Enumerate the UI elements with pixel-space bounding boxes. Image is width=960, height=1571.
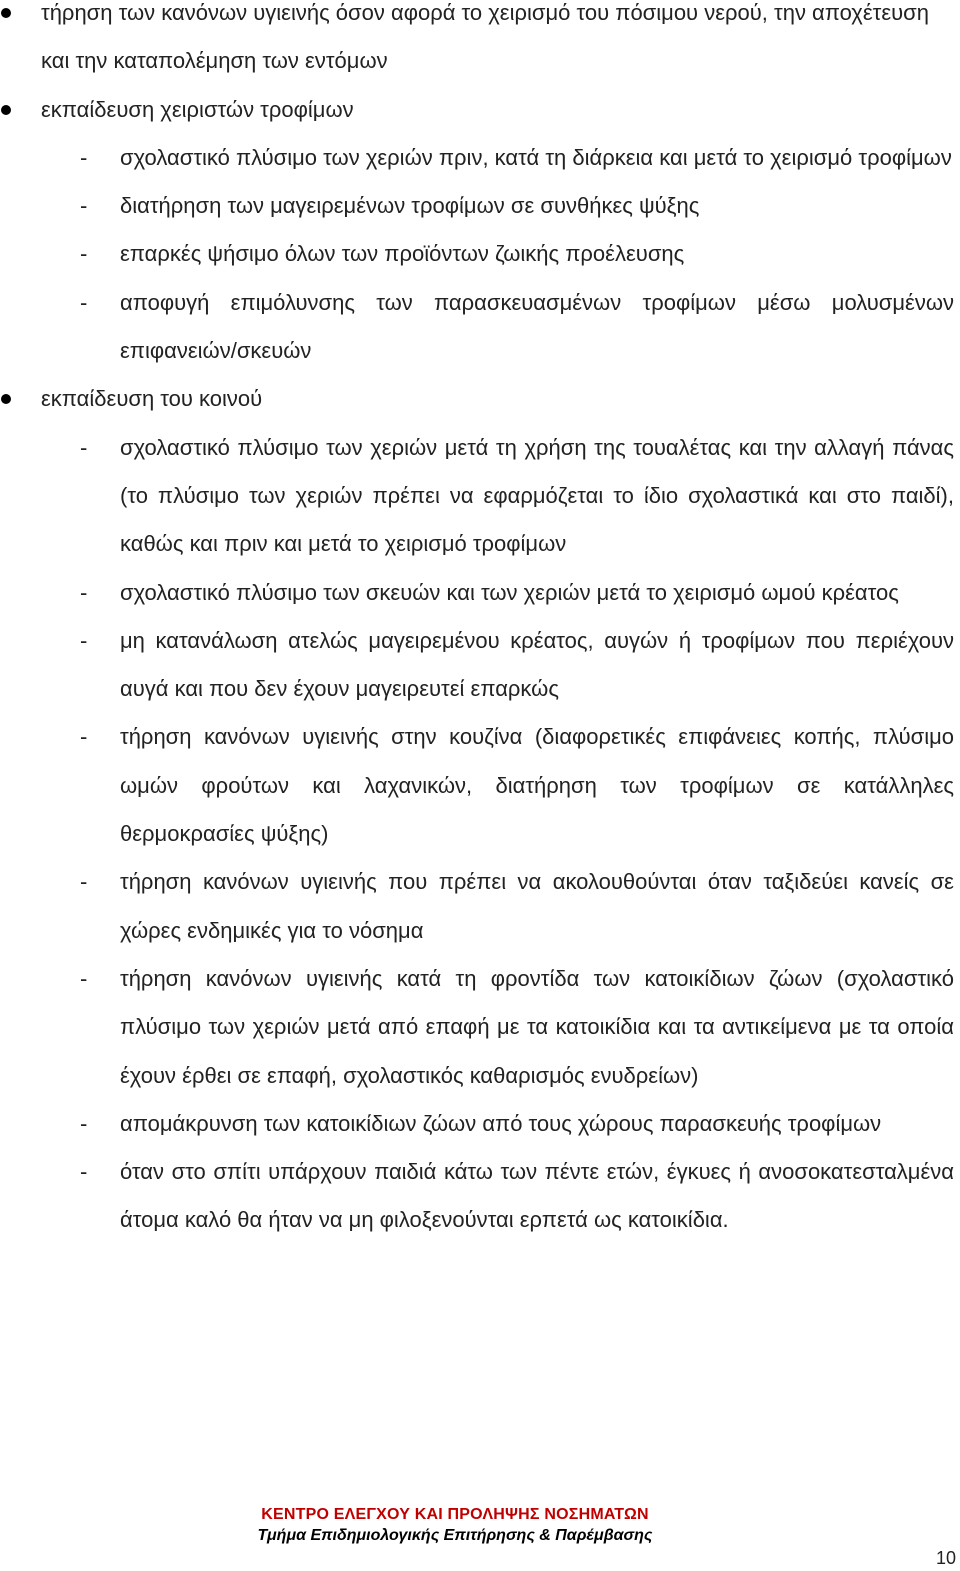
dash-marker: - xyxy=(80,627,88,653)
dash-text: επαρκές ψήσιμο όλων των προϊόντων ζωικής προέλευσης xyxy=(120,241,685,267)
dash-text: μη κατανάλωση ατελώς μαγειρεμένου κρέατος, αυγών ή τροφίμων που περιέχουν αυγά και που δεν έχουν μαγειρευτεί επαρκώς xyxy=(120,627,954,702)
dash-marker: - xyxy=(80,965,88,991)
dash-marker: - xyxy=(80,1110,88,1136)
dash-item xyxy=(0,858,960,955)
dash-text: τήρηση κανόνων υγιεινής κατά τη φροντίδα των κατοικίδιων ζώων (σχολαστικό πλύσιμο των χεριών μετά από επαφή με τα κατοικίδια και τα αντικείμενα με τα οποία έχουν έρθει σε επαφή, σχολαστικός καθαρισμός ενυδρείων) xyxy=(120,965,954,1088)
bullet-item xyxy=(0,375,960,423)
dash-item xyxy=(0,569,960,617)
bullet-dot-icon xyxy=(1,105,11,115)
dash-marker: - xyxy=(80,579,88,605)
footer-organization: ΚΕΝΤΡΟ ΕΛΕΓΧΟΥ ΚΑΙ ΠΡΟΛΗΨΗΣ ΝΟΣΗΜΑΤΩΝ xyxy=(261,1506,649,1523)
bullet-dot-icon xyxy=(1,8,11,18)
bullet-dot-icon xyxy=(1,394,11,404)
dash-text: σχολαστικό πλύσιμο των χεριών μετά τη χρήση της τουαλέτας και την αλλαγή πάνας (το πλύσιμο των χεριών πρέπει να εφαρμόζεται το ίδιο σχολαστικά και στο παιδί), καθώς και πριν και μετά το χειρισμό τροφίμων xyxy=(120,434,954,557)
dash-text: αποφυγή επιμόλυνσης των παρασκευασμένων τροφίμων μέσω μολυσμένων επιφανειών/σκευών xyxy=(120,289,954,364)
bullet-text: τήρηση των κανόνων υγιεινής όσον αφορά το χειρισμό του πόσιμου νερού, την αποχέτευση και την καταπολέμηση των εντόμων xyxy=(41,0,929,74)
dash-item xyxy=(0,617,960,714)
dash-text: τήρηση κανόνων υγιεινής που πρέπει να ακολουθούνται όταν ταξιδεύει κανείς σε χώρες ενδημικές για το νόσημα xyxy=(120,869,954,943)
bullet-text: εκπαίδευση χειριστών τροφίμων xyxy=(41,96,354,122)
dash-marker: - xyxy=(80,1159,88,1185)
dash-item xyxy=(0,182,960,230)
bullet-text: εκπαίδευση του κοινού xyxy=(41,386,263,412)
dash-marker: - xyxy=(80,434,88,460)
dash-text: σχολαστικό πλύσιμο των χεριών πριν, κατά τη διάρκεια και μετά το χειρισμό τροφίμων xyxy=(120,144,952,170)
dash-item xyxy=(0,230,960,278)
dash-marker: - xyxy=(80,289,88,315)
dash-text: απομάκρυνση των κατοικίδιων ζώων από τους χώρους παρασκευής τροφίμων xyxy=(120,1110,882,1136)
dash-text: σχολαστικό πλύσιμο των σκευών και των χεριών μετά το χειρισμό ωμού κρέατος xyxy=(120,579,899,605)
dash-marker: - xyxy=(80,193,88,219)
dash-text: όταν στο σπίτι υπάρχουν παιδιά κάτω των πέντε ετών, έγκυες ή ανοσοκατεσταλμένα άτομα καλό θα ήταν να μη φιλοξενούνται ερπετά ως κατοικίδια. xyxy=(120,1159,954,1233)
page-footer xyxy=(0,1505,910,1547)
dash-item xyxy=(0,1148,960,1245)
dash-item xyxy=(0,1100,960,1148)
dash-item xyxy=(0,955,960,1100)
dash-marker: - xyxy=(80,869,88,895)
dash-item xyxy=(0,134,960,182)
dash-marker: - xyxy=(80,144,88,170)
dash-marker: - xyxy=(80,241,88,267)
bullet-item xyxy=(0,0,960,86)
dash-item xyxy=(0,279,960,376)
dash-marker: - xyxy=(80,724,88,750)
dash-text: τήρηση κανόνων υγιεινής στην κουζίνα (διαφορετικές επιφάνειες κοπής, πλύσιμο ωμών φρούτων και λαχανικών, διατήρηση των τροφίμων σε κατάλληλες θερμοκρασίες ψύξης) xyxy=(120,724,954,847)
dash-text: διατήρηση των μαγειρεμένων τροφίμων σε συνθήκες ψύξης xyxy=(120,193,700,219)
dash-item xyxy=(0,424,960,569)
bullet-item xyxy=(0,86,960,134)
dash-item xyxy=(0,713,960,858)
page-number: 10 xyxy=(935,1548,956,1568)
footer-department: Τμήμα Επιδημιολογικής Επιτήρησης & Παρέμβασης xyxy=(257,1527,653,1544)
